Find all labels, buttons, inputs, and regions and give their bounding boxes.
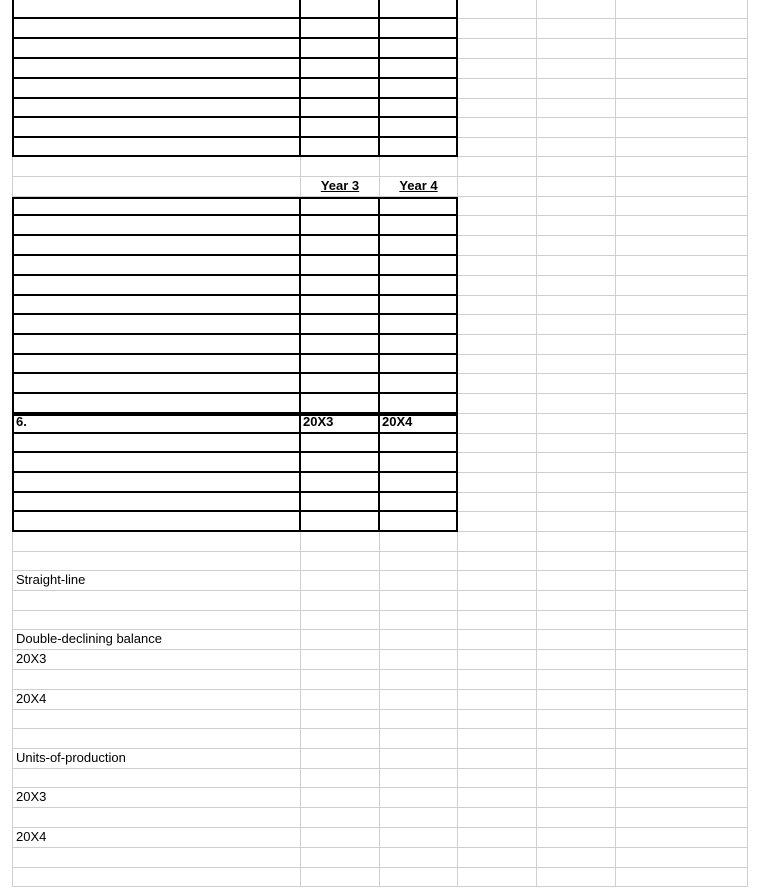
sheet-cell[interactable] — [380, 177, 458, 197]
sheet-cell[interactable] — [537, 414, 616, 434]
sheet-cell[interactable] — [458, 611, 537, 630]
sheet-cell[interactable] — [458, 808, 537, 828]
sheet-cell[interactable] — [301, 571, 380, 591]
sheet-cell[interactable] — [537, 118, 616, 138]
sheet-cell[interactable] — [458, 571, 537, 591]
sheet-cell[interactable] — [537, 769, 616, 788]
sheet-cell[interactable] — [301, 236, 380, 256]
sheet-cell[interactable] — [380, 157, 458, 177]
sheet-cell[interactable] — [537, 138, 616, 157]
sheet-cell[interactable] — [616, 197, 748, 216]
sheet-cell[interactable] — [458, 868, 537, 887]
sheet-cell[interactable] — [458, 591, 537, 611]
sheet-cell[interactable] — [380, 19, 458, 39]
sheet-cell[interactable] — [12, 256, 301, 276]
sheet-cell[interactable] — [380, 0, 458, 19]
sheet-cell[interactable] — [616, 157, 748, 177]
sheet-cell[interactable] — [12, 99, 301, 118]
sheet-cell[interactable] — [458, 157, 537, 177]
sheet-cell[interactable] — [616, 630, 748, 650]
sheet-cell[interactable] — [301, 670, 380, 690]
sheet-cell[interactable] — [616, 59, 748, 79]
sheet-cell[interactable] — [301, 453, 380, 473]
sheet-cell[interactable] — [616, 216, 748, 236]
sheet-cell[interactable] — [12, 611, 301, 630]
sheet-cell[interactable] — [380, 808, 458, 828]
sheet-cell[interactable] — [616, 39, 748, 59]
sheet-cell[interactable] — [301, 79, 380, 99]
sheet-cell[interactable] — [301, 808, 380, 828]
sheet-cell[interactable] — [458, 729, 537, 749]
sheet-cell[interactable] — [537, 848, 616, 868]
sheet-cell[interactable] — [458, 630, 537, 650]
sheet-cell[interactable] — [301, 138, 380, 157]
sheet-cell[interactable] — [301, 414, 380, 434]
sheet-cell[interactable] — [458, 197, 537, 216]
sheet-cell[interactable] — [380, 611, 458, 630]
sheet-cell[interactable] — [301, 296, 380, 315]
sheet-cell[interactable] — [458, 828, 537, 848]
sheet-cell[interactable] — [12, 552, 301, 571]
sheet-cell[interactable] — [12, 571, 301, 591]
sheet-cell[interactable] — [12, 157, 301, 177]
sheet-cell[interactable] — [616, 808, 748, 828]
sheet-cell[interactable] — [458, 532, 537, 552]
sheet-cell[interactable] — [380, 670, 458, 690]
sheet-cell[interactable] — [301, 532, 380, 552]
sheet-cell[interactable] — [380, 512, 458, 532]
sheet-cell[interactable] — [301, 197, 380, 216]
sheet-cell[interactable] — [537, 216, 616, 236]
sheet-cell[interactable] — [12, 355, 301, 374]
sheet-cell[interactable] — [380, 99, 458, 118]
sheet-cell[interactable] — [301, 729, 380, 749]
sheet-cell[interactable] — [301, 216, 380, 236]
cell-text: 20X4 — [382, 414, 413, 429]
sheet-cell[interactable] — [537, 39, 616, 59]
cell-text: Straight-line — [16, 572, 86, 587]
sheet-cell[interactable] — [380, 769, 458, 788]
sheet-cell[interactable] — [12, 394, 301, 414]
sheet-cell[interactable] — [380, 729, 458, 749]
sheet-cell[interactable] — [12, 414, 301, 434]
sheet-cell[interactable] — [301, 0, 380, 19]
sheet-cell[interactable] — [12, 296, 301, 315]
sheet-cell[interactable] — [537, 434, 616, 453]
sheet-cell[interactable] — [537, 710, 616, 729]
sheet-cell[interactable] — [380, 630, 458, 650]
sheet-cell[interactable] — [458, 256, 537, 276]
sheet-cell[interactable] — [12, 808, 301, 828]
sheet-cell[interactable] — [616, 276, 748, 296]
sheet-cell[interactable] — [380, 335, 458, 355]
sheet-cell[interactable] — [616, 414, 748, 434]
sheet-cell[interactable] — [616, 315, 748, 335]
sheet-cell[interactable] — [12, 493, 301, 512]
sheet-cell[interactable] — [301, 611, 380, 630]
sheet-cell[interactable] — [616, 670, 748, 690]
sheet-cell[interactable] — [537, 552, 616, 571]
sheet-cell[interactable] — [537, 808, 616, 828]
sheet-cell[interactable] — [301, 828, 380, 848]
sheet-cell[interactable] — [458, 650, 537, 670]
sheet-cell[interactable] — [380, 315, 458, 335]
sheet-cell[interactable] — [537, 197, 616, 216]
sheet-cell[interactable] — [12, 276, 301, 296]
sheet-cell[interactable] — [12, 236, 301, 256]
sheet-cell[interactable] — [616, 650, 748, 670]
sheet-cell[interactable] — [537, 335, 616, 355]
sheet-cell[interactable] — [537, 355, 616, 374]
sheet-cell[interactable] — [458, 473, 537, 493]
sheet-cell[interactable] — [380, 414, 458, 434]
sheet-cell[interactable] — [12, 453, 301, 473]
sheet-cell[interactable] — [616, 118, 748, 138]
sheet-cell[interactable] — [380, 355, 458, 374]
sheet-cell[interactable] — [380, 788, 458, 808]
sheet-cell[interactable] — [301, 710, 380, 729]
sheet-cell[interactable] — [616, 532, 748, 552]
cell-text: Year 4 — [399, 178, 438, 193]
sheet-cell[interactable] — [301, 591, 380, 611]
sheet-cell[interactable] — [537, 59, 616, 79]
sheet-cell[interactable] — [12, 197, 301, 216]
sheet-cell[interactable] — [537, 868, 616, 887]
sheet-cell[interactable] — [380, 118, 458, 138]
sheet-cell[interactable] — [537, 650, 616, 670]
sheet-cell[interactable] — [301, 99, 380, 118]
sheet-cell[interactable] — [12, 434, 301, 453]
sheet-cell[interactable] — [537, 591, 616, 611]
sheet-cell[interactable] — [12, 848, 301, 868]
cell-text: 20X4 — [16, 829, 47, 844]
sheet-cell[interactable] — [537, 79, 616, 99]
sheet-cell[interactable] — [537, 99, 616, 118]
sheet-cell[interactable] — [458, 296, 537, 315]
sheet-cell[interactable] — [12, 118, 301, 138]
sheet-cell[interactable] — [616, 710, 748, 729]
cell-text: 20X3 — [16, 651, 47, 666]
sheet-cell[interactable] — [12, 177, 301, 197]
sheet-cell[interactable] — [458, 216, 537, 236]
sheet-cell[interactable] — [12, 729, 301, 749]
sheet-cell[interactable] — [458, 335, 537, 355]
sheet-cell[interactable] — [616, 591, 748, 611]
sheet-cell[interactable] — [537, 729, 616, 749]
sheet-cell[interactable] — [12, 473, 301, 493]
sheet-cell[interactable] — [301, 650, 380, 670]
sheet-cell[interactable] — [616, 355, 748, 374]
sheet-cell[interactable] — [616, 79, 748, 99]
sheet-cell[interactable] — [12, 591, 301, 611]
sheet-cell[interactable] — [380, 690, 458, 710]
sheet-cell[interactable] — [616, 493, 748, 512]
sheet-cell[interactable] — [301, 19, 380, 39]
sheet-cell[interactable] — [537, 571, 616, 591]
sheet-cell[interactable] — [616, 99, 748, 118]
sheet-cell[interactable] — [458, 690, 537, 710]
sheet-cell[interactable] — [616, 769, 748, 788]
sheet-cell[interactable] — [537, 828, 616, 848]
sheet-cell[interactable] — [458, 453, 537, 473]
sheet-cell[interactable] — [616, 690, 748, 710]
sheet-cell[interactable] — [458, 434, 537, 453]
sheet-cell[interactable] — [380, 828, 458, 848]
sheet-cell[interactable] — [301, 59, 380, 79]
sheet-cell[interactable] — [301, 552, 380, 571]
sheet-cell[interactable] — [380, 79, 458, 99]
cell-text: Double-declining balance — [16, 631, 162, 646]
sheet-cell[interactable] — [380, 473, 458, 493]
sheet-cell[interactable] — [616, 256, 748, 276]
sheet-cell[interactable] — [301, 690, 380, 710]
sheet-cell[interactable] — [616, 19, 748, 39]
sheet-cell[interactable] — [458, 670, 537, 690]
sheet-cell[interactable] — [616, 571, 748, 591]
sheet-cell[interactable] — [458, 710, 537, 729]
sheet-cell[interactable] — [616, 177, 748, 197]
sheet-cell[interactable] — [537, 276, 616, 296]
sheet-cell[interactable] — [616, 552, 748, 571]
sheet-cell[interactable] — [12, 749, 301, 769]
sheet-cell[interactable] — [12, 59, 301, 79]
sheet-cell[interactable] — [380, 710, 458, 729]
sheet-cell[interactable] — [537, 236, 616, 256]
sheet-cell[interactable] — [458, 138, 537, 157]
sheet-cell[interactable] — [301, 493, 380, 512]
sheet-cell[interactable] — [458, 493, 537, 512]
sheet-cell[interactable] — [380, 59, 458, 79]
sheet-cell[interactable] — [616, 473, 748, 493]
sheet-cell[interactable] — [380, 493, 458, 512]
sheet-cell[interactable] — [537, 493, 616, 512]
sheet-cell[interactable] — [12, 216, 301, 236]
sheet-cell[interactable] — [301, 355, 380, 374]
sheet-cell[interactable] — [380, 571, 458, 591]
sheet-cell[interactable] — [380, 394, 458, 414]
sheet-cell[interactable] — [301, 39, 380, 59]
sheet-cell[interactable] — [301, 749, 380, 769]
sheet-cell[interactable] — [458, 414, 537, 434]
sheet-cell[interactable] — [380, 197, 458, 216]
sheet-cell[interactable] — [380, 236, 458, 256]
sheet-cell[interactable] — [537, 177, 616, 197]
sheet-cell[interactable] — [12, 670, 301, 690]
sheet-cell[interactable] — [380, 434, 458, 453]
sheet-cell[interactable] — [458, 769, 537, 788]
sheet-cell[interactable] — [380, 591, 458, 611]
sheet-cell[interactable] — [537, 0, 616, 19]
sheet-cell[interactable] — [380, 749, 458, 769]
sheet-cell[interactable] — [12, 512, 301, 532]
sheet-cell[interactable] — [301, 512, 380, 532]
sheet-cell[interactable] — [616, 335, 748, 355]
sheet-cell[interactable] — [380, 296, 458, 315]
sheet-cell[interactable] — [537, 394, 616, 414]
sheet-cell[interactable] — [458, 512, 537, 532]
sheet-cell[interactable] — [301, 256, 380, 276]
sheet-cell[interactable] — [458, 749, 537, 769]
sheet-cell[interactable] — [616, 374, 748, 394]
sheet-cell[interactable] — [301, 394, 380, 414]
sheet-cell[interactable] — [301, 276, 380, 296]
sheet-cell[interactable] — [616, 611, 748, 630]
sheet-cell[interactable] — [458, 848, 537, 868]
sheet-cell[interactable] — [380, 276, 458, 296]
sheet-cell[interactable] — [458, 19, 537, 39]
sheet-cell[interactable] — [12, 769, 301, 788]
sheet-cell[interactable] — [301, 769, 380, 788]
sheet-cell[interactable] — [12, 138, 301, 157]
sheet-cell[interactable] — [301, 374, 380, 394]
sheet-cell[interactable] — [537, 453, 616, 473]
sheet-cell[interactable] — [458, 79, 537, 99]
sheet-cell[interactable] — [616, 0, 748, 19]
sheet-cell[interactable] — [537, 630, 616, 650]
sheet-cell[interactable] — [380, 256, 458, 276]
sheet-cell[interactable] — [380, 39, 458, 59]
sheet-cell[interactable] — [458, 236, 537, 256]
sheet-cell[interactable] — [380, 650, 458, 670]
sheet-cell[interactable] — [458, 374, 537, 394]
sheet-cell[interactable] — [301, 315, 380, 335]
sheet-cell[interactable] — [616, 138, 748, 157]
sheet-cell[interactable] — [301, 434, 380, 453]
cell-text: 20X3 — [16, 789, 47, 804]
sheet-cell[interactable] — [380, 374, 458, 394]
sheet-cell[interactable] — [301, 788, 380, 808]
sheet-cell[interactable] — [616, 434, 748, 453]
sheet-cell[interactable] — [12, 532, 301, 552]
sheet-cell[interactable] — [537, 374, 616, 394]
sheet-cell[interactable] — [537, 512, 616, 532]
sheet-cell[interactable] — [616, 828, 748, 848]
sheet-cell[interactable] — [616, 394, 748, 414]
sheet-cell[interactable] — [12, 315, 301, 335]
sheet-cell[interactable] — [537, 157, 616, 177]
sheet-cell[interactable] — [537, 256, 616, 276]
cell-text: 6. — [16, 414, 27, 429]
cell-text: Units-of-production — [16, 750, 126, 765]
sheet-cell[interactable] — [537, 788, 616, 808]
sheet-cell[interactable] — [12, 19, 301, 39]
sheet-cell[interactable] — [537, 315, 616, 335]
sheet-cell[interactable] — [12, 788, 301, 808]
sheet-cell[interactable] — [616, 788, 748, 808]
sheet-cell[interactable] — [458, 99, 537, 118]
sheet-cell[interactable] — [12, 79, 301, 99]
sheet-cell[interactable] — [12, 828, 301, 848]
sheet-cell[interactable] — [380, 848, 458, 868]
sheet-cell[interactable] — [380, 453, 458, 473]
sheet-cell[interactable] — [537, 532, 616, 552]
sheet-cell[interactable] — [301, 118, 380, 138]
sheet-cell[interactable] — [458, 394, 537, 414]
sheet-cell[interactable] — [537, 611, 616, 630]
sheet-cell[interactable] — [301, 848, 380, 868]
sheet-cell[interactable] — [380, 216, 458, 236]
sheet-cell[interactable] — [12, 690, 301, 710]
sheet-cell[interactable] — [301, 630, 380, 650]
cell-text: Year 3 — [320, 178, 360, 193]
sheet-cell[interactable] — [380, 532, 458, 552]
sheet-cell[interactable] — [458, 177, 537, 197]
sheet-cell[interactable] — [12, 868, 301, 887]
sheet-cell[interactable] — [616, 848, 748, 868]
sheet-cell[interactable] — [537, 670, 616, 690]
sheet-cell[interactable] — [616, 868, 748, 887]
sheet-cell[interactable] — [616, 236, 748, 256]
sheet-cell[interactable] — [616, 729, 748, 749]
sheet-cell[interactable] — [12, 710, 301, 729]
sheet-cell[interactable] — [380, 552, 458, 571]
sheet-cell[interactable] — [537, 19, 616, 39]
cell-text: 20X3 — [303, 414, 334, 429]
sheet-cell[interactable] — [537, 690, 616, 710]
sheet-cell[interactable] — [458, 355, 537, 374]
sheet-cell[interactable] — [12, 630, 301, 650]
sheet-cell[interactable] — [616, 512, 748, 532]
sheet-cell[interactable] — [12, 335, 301, 355]
sheet-cell[interactable] — [458, 276, 537, 296]
sheet-cell[interactable] — [380, 868, 458, 887]
sheet-cell[interactable] — [380, 138, 458, 157]
sheet-cell[interactable] — [537, 749, 616, 769]
sheet-cell[interactable] — [458, 0, 537, 19]
sheet-cell[interactable] — [301, 868, 380, 887]
sheet-cell[interactable] — [12, 374, 301, 394]
sheet-cell[interactable] — [537, 473, 616, 493]
sheet-cell[interactable] — [458, 552, 537, 571]
sheet-cell[interactable] — [537, 296, 616, 315]
sheet-cell[interactable] — [616, 296, 748, 315]
sheet-cell[interactable] — [458, 59, 537, 79]
sheet-cell[interactable] — [458, 315, 537, 335]
sheet-cell[interactable] — [458, 118, 537, 138]
cell-text: 20X4 — [16, 691, 47, 706]
sheet-cell[interactable] — [458, 788, 537, 808]
sheet-cell[interactable] — [301, 157, 380, 177]
sheet-cell[interactable] — [301, 473, 380, 493]
sheet-cell[interactable] — [301, 177, 380, 197]
sheet-cell[interactable] — [616, 749, 748, 769]
sheet-cell[interactable] — [12, 39, 301, 59]
sheet-cell[interactable] — [301, 335, 380, 355]
sheet-cell[interactable] — [616, 453, 748, 473]
sheet-cell[interactable] — [12, 0, 301, 19]
sheet-cell[interactable] — [458, 39, 537, 59]
sheet-cell[interactable] — [12, 650, 301, 670]
